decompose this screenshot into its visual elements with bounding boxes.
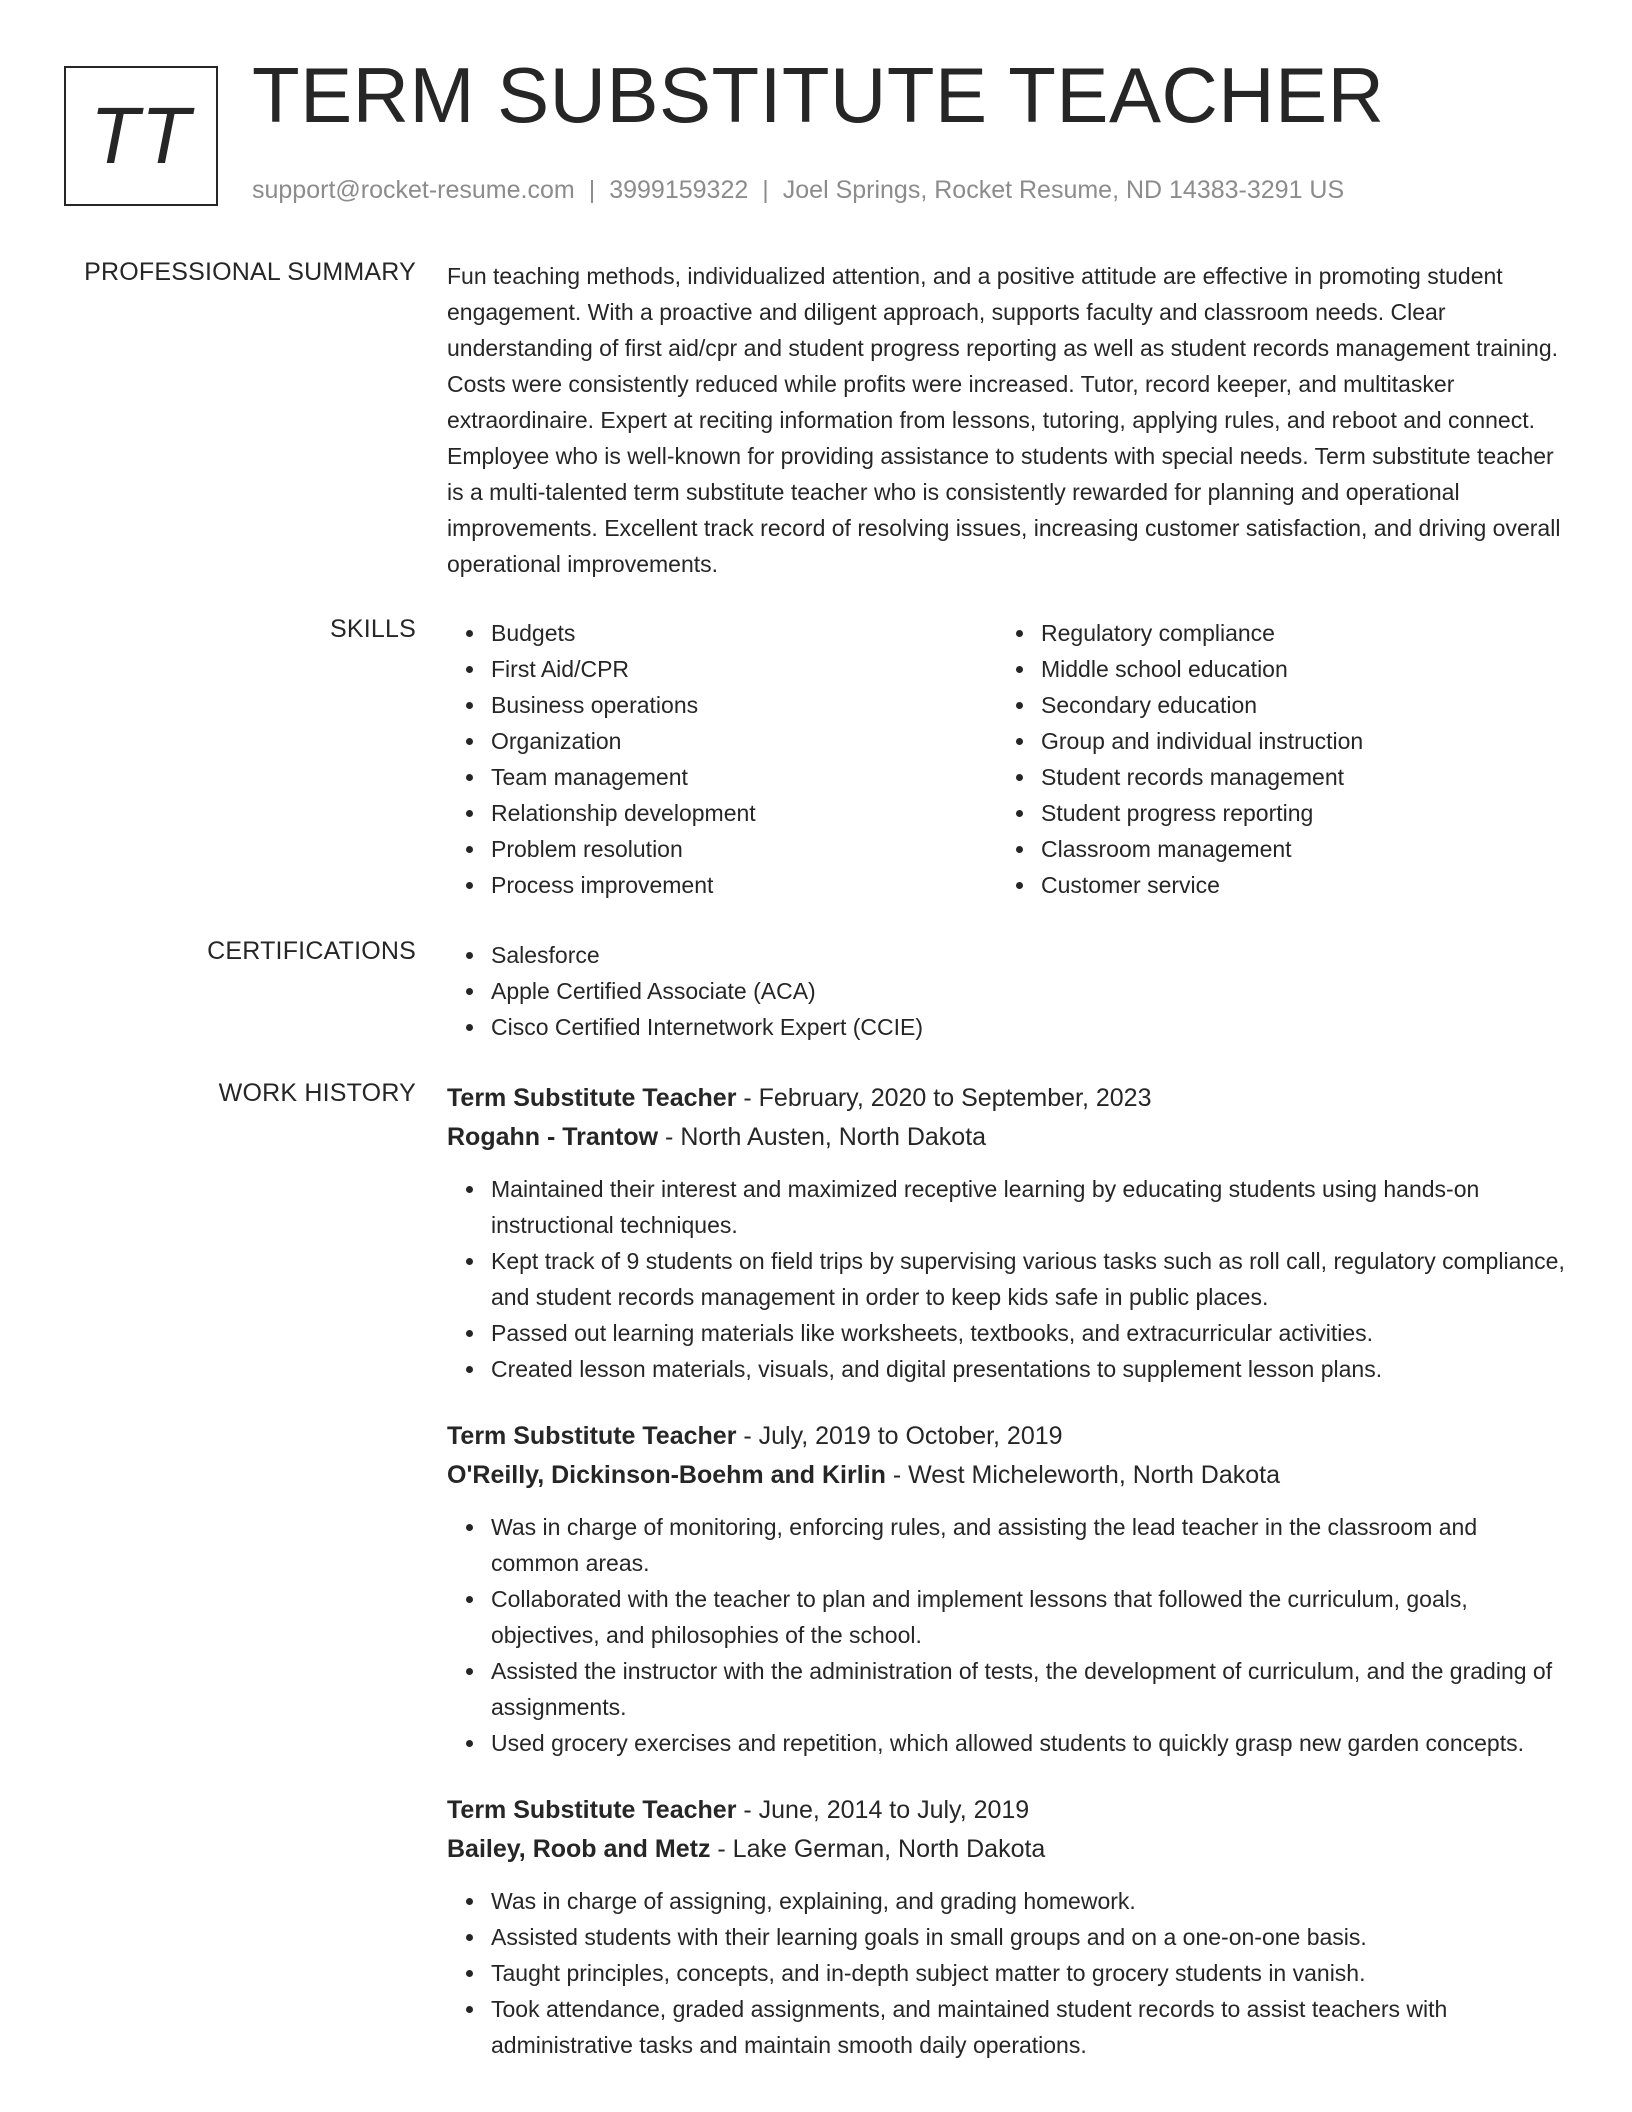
contact-address: Joel Springs, Rocket Resume, ND 14383-3291 US [782,176,1345,204]
certification-item: Cisco Certified Internetwork Expert (CCIE) [491,1009,1567,1045]
section-label-skills: SKILLS [330,615,416,643]
job-bullet: Taught principles, concepts, and in-depth subject matter to grocery students in vanish. [491,1955,1567,1991]
skills-body [447,615,1567,903]
job-company-line [447,1830,1567,1869]
job-bullet: Took attendance, graded assignments, and maintained student records to assist teachers with administrative tasks and maintain smooth daily operations. [491,1991,1567,2063]
job-dates: - July, 2019 to October, 2019 [736,1422,1063,1450]
job-company-line [447,1118,1567,1157]
job-location: - West Micheleworth, North Dakota [885,1461,1281,1489]
job-dates: - February, 2020 to September, 2023 [736,1084,1152,1112]
job-dates: - June, 2014 to July, 2019 [736,1796,1030,1824]
job-bullet: Maintained their interest and maximized receptive learning by educating students using hands-on instructional techniques. [491,1171,1567,1243]
skill-item: Problem resolution [491,831,997,867]
candidate-name: TERM SUBSTITUTE TEACHER [252,51,1385,139]
job-bullet: Collaborated with the teacher to plan and implement lessons that followed the curriculum, goals, objectives, and philosophies of the school. [491,1581,1567,1653]
job-company-line [447,1456,1567,1495]
job-title-line [447,1791,1567,1830]
skill-item: Customer service [1041,867,1547,903]
job-title: Term Substitute Teacher [447,1422,737,1450]
skill-item: Organization [491,723,997,759]
skill-item: Group and individual instruction [1041,723,1547,759]
skill-item: Student progress reporting [1041,795,1547,831]
work-history-body [447,1079,1567,2093]
section-label-summary: PROFESSIONAL SUMMARY [84,258,416,286]
job-bullet: Kept track of 9 students on field trips by supervising various tasks such as roll call, regulatory compliance, and student records management in order to keep kids safe in public places. [491,1243,1567,1315]
job-bullet: Used grocery exercises and repetition, which allowed students to quickly grasp new garden concepts. [491,1725,1567,1761]
skills-column-right [997,615,1547,903]
skill-item: Budgets [491,615,997,651]
skill-item: Business operations [491,687,997,723]
job-bullet: Assisted students with their learning goals in small groups and on a one-on-one basis. [491,1919,1567,1955]
contact-line [252,176,1344,205]
job-title-line [447,1417,1567,1456]
certification-item: Salesforce [491,937,1567,973]
job-company: Rogahn - Trantow [447,1123,659,1151]
job-entry [447,1791,1567,2063]
summary-body [447,258,1567,582]
job-entry [447,1079,1567,1387]
job-bullet: Passed out learning materials like worksheets, textbooks, and extracurricular activities. [491,1315,1567,1351]
job-entry [447,1417,1567,1761]
skill-item: Regulatory compliance [1041,615,1547,651]
skill-item: Middle school education [1041,651,1547,687]
skill-item: Classroom management [1041,831,1547,867]
summary-text: Fun teaching methods, individualized attention, and a positive attitude are effective in promoting student engagement. With a proactive and diligent approach, supports faculty and classroom needs. Clear understanding of first aid/cpr and student progress reporting as well as student records management training. Costs were consistently reduced while profits were increased. Tutor, record keeper, and multitasker extraordinaire. Expert at reciting information from lessons, tutoring, applying rules, and reboot and connect. Employee who is well-known for providing assistance to students with special needs. Term substitute teacher is a multi-talented term substitute teacher who is consistently rewarded for planning and operational improvements. Excellent track record of resolving issues, increasing customer satisfaction, and driving overall operational improvements. [447,263,1561,577]
certifications-body [447,937,1567,1045]
monogram-initials: TT [64,66,218,206]
skill-item: First Aid/CPR [491,651,997,687]
job-company: O'Reilly, Dickinson-Boehm and Kirlin [447,1461,886,1489]
job-bullet: Was in charge of assigning, explaining, and grading homework. [491,1883,1567,1919]
job-bullet: Was in charge of monitoring, enforcing rules, and assisting the lead teacher in the classroom and common areas. [491,1509,1567,1581]
skill-item: Process improvement [491,867,997,903]
contact-phone: 3999159322 [609,176,749,204]
contact-email: support@rocket-resume.com [252,176,575,204]
job-bullet: Assisted the instructor with the administration of tests, the development of curriculum, and the grading of assignments. [491,1653,1567,1725]
section-label-certifications: CERTIFICATIONS [207,937,416,965]
job-title-line [447,1079,1567,1118]
certification-item: Apple Certified Associate (ACA) [491,973,1567,1009]
job-title: Term Substitute Teacher [447,1796,737,1824]
skill-item: Secondary education [1041,687,1547,723]
job-title: Term Substitute Teacher [447,1084,737,1112]
contact-separator: | [762,176,769,204]
skill-item: Student records management [1041,759,1547,795]
job-company: Bailey, Roob and Metz [447,1835,711,1863]
contact-separator: | [588,176,596,204]
job-location: - North Austen, North Dakota [658,1123,987,1151]
job-bullet: Created lesson materials, visuals, and digital presentations to supplement lesson plans. [491,1351,1567,1387]
section-label-work-history: WORK HISTORY [218,1079,416,1107]
skill-item: Team management [491,759,997,795]
skill-item: Relationship development [491,795,997,831]
skills-column-left [447,615,997,903]
job-location: - Lake German, North Dakota [710,1835,1046,1863]
